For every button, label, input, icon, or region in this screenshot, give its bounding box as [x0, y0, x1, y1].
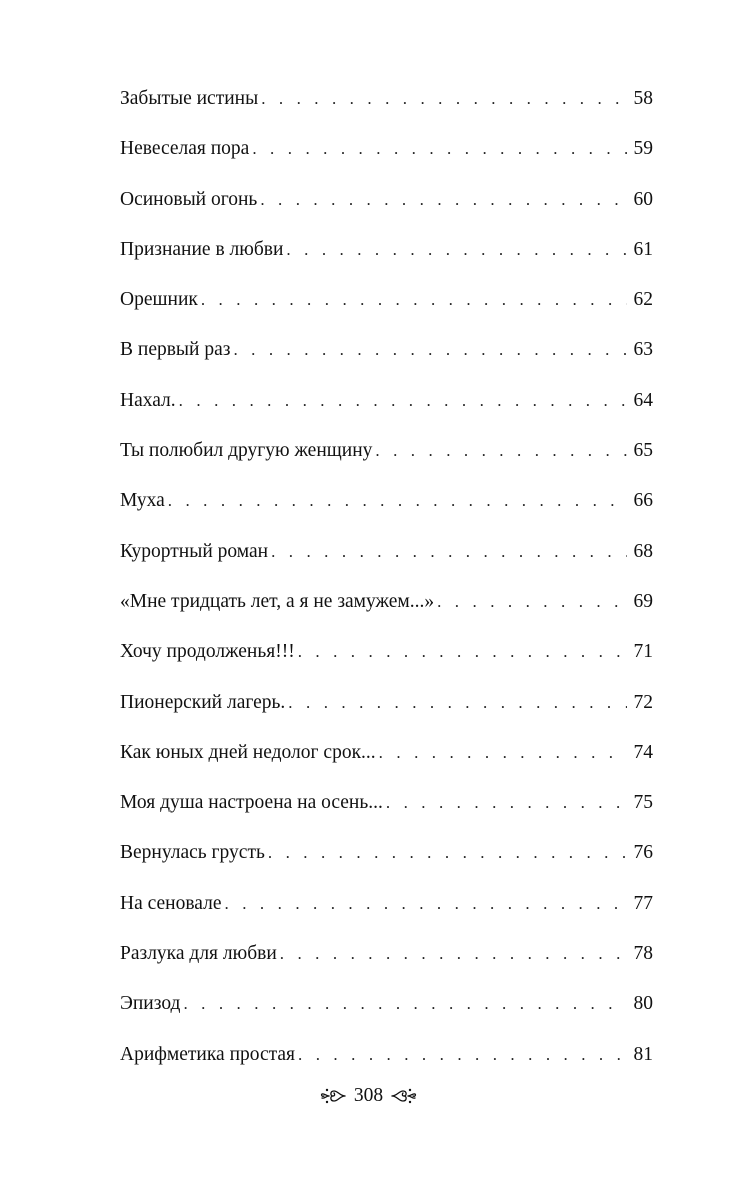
flourish-right-icon — [391, 1085, 417, 1107]
toc-entry-page: 66 — [633, 490, 653, 512]
toc-entry-title: Ты полюбил другую женщину — [120, 440, 373, 462]
toc-entry — [120, 181, 653, 231]
toc-entry-page: 68 — [633, 540, 653, 562]
toc-entry-title: Эпизод — [120, 993, 181, 1015]
toc-entry-page: 58 — [633, 88, 653, 109]
toc-leader-dots — [298, 633, 627, 671]
toc-entry-page: 65 — [633, 440, 653, 462]
toc-leader-dots — [280, 935, 627, 973]
toc-entry-title: В первый раз — [120, 339, 231, 361]
toc-leader-dots — [271, 533, 627, 571]
toc-leader-dots — [179, 382, 627, 420]
toc-entry — [120, 231, 653, 281]
toc-entry — [120, 633, 653, 683]
toc-leader-dots — [386, 784, 627, 822]
toc-entry-page: 72 — [633, 691, 653, 713]
toc-entry-page: 60 — [633, 188, 653, 210]
toc-leader-dots — [260, 181, 627, 219]
toc-entry-page: 59 — [633, 138, 653, 160]
toc-entry — [120, 331, 653, 381]
toc-entry — [120, 985, 653, 1035]
toc-entry-page: 78 — [633, 943, 653, 965]
toc-entry-page: 77 — [633, 892, 653, 914]
toc-entry — [120, 935, 653, 985]
toc-entry — [120, 684, 653, 734]
toc-entry — [120, 885, 653, 935]
toc-entry-page: 63 — [633, 339, 653, 361]
toc-entry-title: Хочу продолженья!!! — [120, 641, 295, 663]
toc-entry-title: Орешник — [120, 289, 198, 311]
toc-entry-title: Моя душа настроена на осень... — [120, 792, 383, 814]
toc-entry-title: Пионерский лагерь. — [120, 691, 286, 713]
toc-entry-title: Признание в любви — [120, 238, 284, 260]
toc-entry — [120, 834, 653, 884]
toc-leader-dots — [252, 130, 627, 168]
toc-entry — [120, 432, 653, 482]
toc-entry-page: 61 — [633, 238, 653, 260]
toc-entry-title: Вернулась грусть — [120, 842, 265, 864]
toc-entry — [120, 482, 653, 532]
toc-entry — [120, 80, 653, 130]
toc-leader-dots — [437, 583, 627, 621]
toc-entry — [120, 583, 653, 633]
toc-leader-dots — [168, 482, 627, 520]
page-footer — [0, 1085, 737, 1107]
toc-entry — [120, 1036, 653, 1086]
flourish-left-icon — [320, 1085, 346, 1107]
toc-entry-title: Невеселая пора — [120, 138, 250, 160]
toc-leader-dots — [201, 281, 627, 319]
toc-entry — [120, 533, 653, 583]
toc-entry-title: «Мне тридцать лет, а я не замужем...» — [120, 590, 435, 612]
toc-entry — [120, 734, 653, 784]
toc-leader-dots — [261, 80, 627, 118]
toc-entry — [120, 281, 653, 331]
toc-entry-title: Забытые истины — [120, 88, 259, 109]
toc-leader-dots — [268, 834, 627, 872]
table-of-contents — [120, 80, 653, 1086]
toc-leader-dots — [225, 885, 627, 923]
page-number: 308 — [353, 1085, 384, 1106]
toc-leader-dots — [298, 1036, 627, 1074]
toc-entry — [120, 784, 653, 834]
toc-leader-dots — [233, 331, 627, 369]
toc-entry-page: 62 — [633, 289, 653, 311]
toc-entry-page: 64 — [633, 389, 653, 411]
toc-leader-dots — [375, 432, 627, 470]
toc-entry-title: На сеновале — [120, 892, 222, 914]
toc-leader-dots — [379, 734, 627, 772]
toc-entry-page: 69 — [633, 590, 653, 612]
toc-entry-title: Как юных дней недолог срок... — [120, 741, 376, 763]
toc-entry-title: Муха — [120, 490, 165, 512]
toc-entry-title: Осиновый огонь — [120, 188, 258, 210]
toc-leader-dots — [288, 684, 627, 722]
toc-entry-page: 74 — [633, 741, 653, 763]
toc-leader-dots — [183, 985, 627, 1023]
toc-leader-dots — [286, 231, 627, 269]
toc-entry — [120, 130, 653, 180]
toc-entry-page: 81 — [633, 1043, 653, 1065]
toc-entry-title: Курортный роман — [120, 540, 269, 562]
toc-entry — [120, 382, 653, 432]
toc-entry-page: 75 — [633, 792, 653, 814]
toc-entry-page: 76 — [633, 842, 653, 864]
toc-entry-title: Разлука для любви — [120, 943, 277, 965]
toc-entry-title: Арифметика простая — [120, 1043, 296, 1065]
toc-entry-page: 71 — [633, 641, 653, 663]
toc-entry-title: Нахал. — [120, 389, 176, 411]
toc-entry-page: 80 — [633, 993, 653, 1015]
